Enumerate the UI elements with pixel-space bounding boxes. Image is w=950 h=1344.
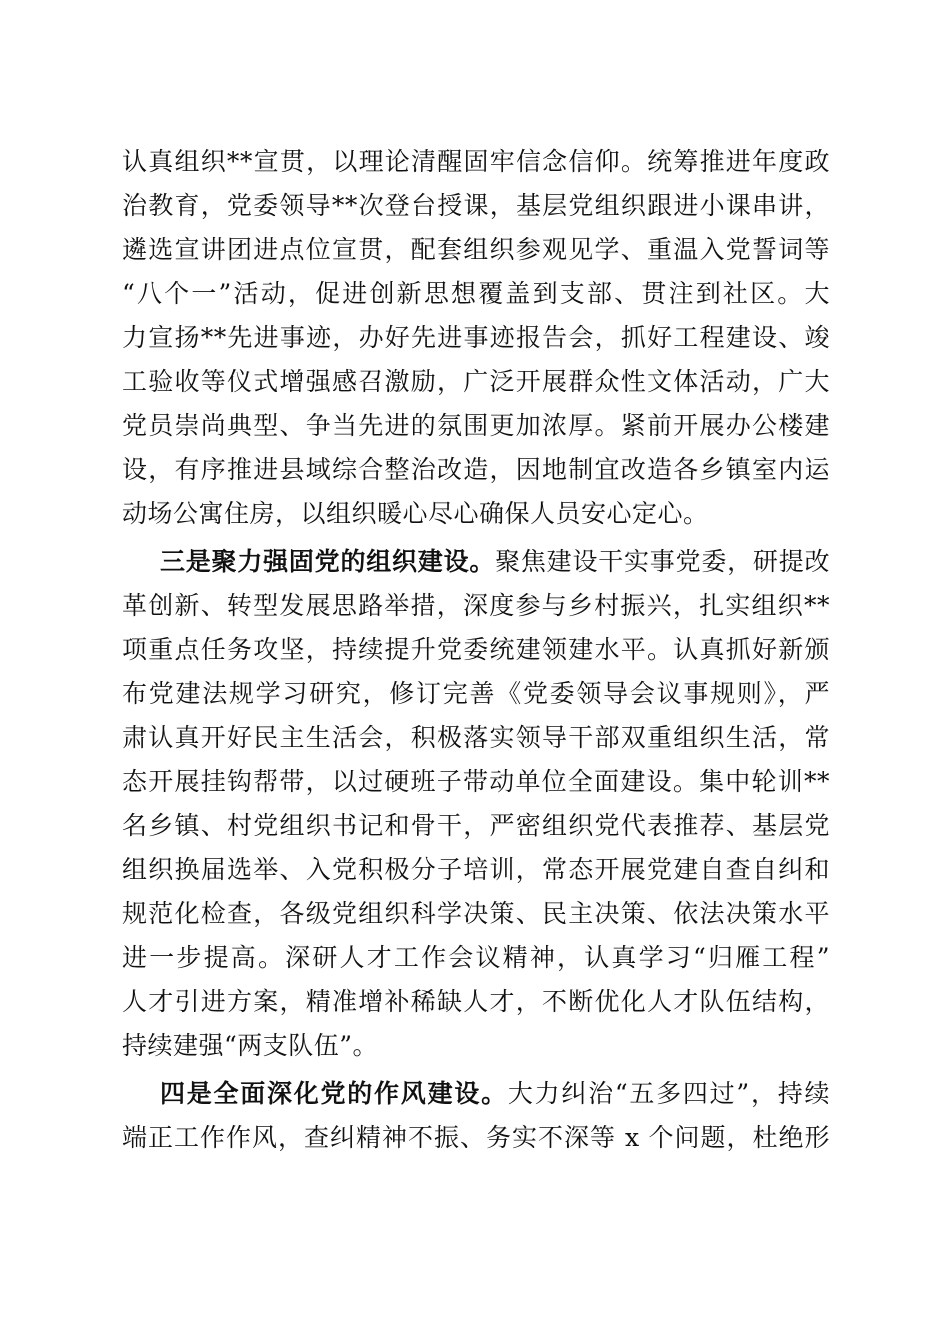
paragraph-1-line: “八个一”活动，促进创新思想覆盖到支部、贯注到社区。大 <box>122 279 830 308</box>
paragraph-3-line: 端正工作作风，查纠精神不振、务实不深等 x 个问题，杜绝形 <box>122 1123 830 1152</box>
paragraph-1-line: 认真组织**宣贯，以理论清醒固牢信念信仰。统筹推进年度政 <box>122 147 830 176</box>
paragraph-2-first-line <box>160 545 830 579</box>
paragraph-1-line: 动场公寓住房，以组织暖心尽心确保人员安心定心。 <box>122 499 709 528</box>
paragraph-2-heading: 三是聚力强固党的组织建设。 <box>160 547 496 576</box>
paragraph-2-line: 规范化检查，各级党组织科学决策、民主决策、依法决策水平 <box>122 899 830 928</box>
paragraph-2-line: 革创新、转型发展思路举措，深度参与乡村振兴，扎实组织** <box>122 591 830 620</box>
paragraph-2-first-line-text: 聚焦建设干实事党委，研提改 <box>495 547 830 576</box>
paragraph-2-line: 态开展挂钩帮带，以过硬班子带动单位全面建设。集中轮训** <box>122 767 830 796</box>
paragraph-2-line: 项重点任务攻坚，持续提升党委统建领建水平。认真抓好新颁 <box>122 635 830 664</box>
paragraph-2-line: 进一步提高。深研人才工作会议精神，认真学习“归雁工程” <box>122 943 830 972</box>
paragraph-2-line: 持续建强“两支队伍”。 <box>122 1031 379 1060</box>
paragraph-2-line: 名乡镇、村党组织书记和骨干，严密组织党代表推荐、基层党 <box>122 811 830 840</box>
paragraph-2-line: 布党建法规学习研究，修订完善《党委领导会议事规则》，严 <box>122 679 830 708</box>
paragraph-1-line: 遴选宣讲团进点位宣贯，配套组织参观见学、重温入党誓词等 <box>122 235 830 264</box>
paragraph-1-line: 工验收等仪式增强感召激励，广泛开展群众性文体活动，广大 <box>122 367 830 396</box>
paragraph-3-first-line-text: 大力纠治“五多四过”，持续 <box>507 1079 830 1108</box>
paragraph-3-heading: 四是全面深化党的作风建设。 <box>160 1079 508 1108</box>
paragraph-1-line: 力宣扬**先进事迹，办好先进事迹报告会，抓好工程建设、竣 <box>122 323 830 352</box>
paragraph-2-line: 组织换届选举、入党积极分子培训，常态开展党建自查自纠和 <box>122 855 830 884</box>
paragraph-1-line: 治教育，党委领导**次登台授课，基层党组织跟进小课串讲， <box>122 191 830 220</box>
paragraph-2-line: 肃认真开好民主生活会，积极落实领导干部双重组织生活，常 <box>122 723 830 752</box>
paragraph-1-line: 党员崇尚典型、争当先进的氛围更加浓厚。紧前开展办公楼建 <box>122 411 830 440</box>
paragraph-3-first-line <box>160 1077 830 1111</box>
paragraph-1-line: 设，有序推进县域综合整治改造，因地制宜改造各乡镇室内运 <box>122 455 830 484</box>
paragraph-2-line: 人才引进方案，精准增补稀缺人才，不断优化人才队伍结构， <box>122 987 830 1016</box>
